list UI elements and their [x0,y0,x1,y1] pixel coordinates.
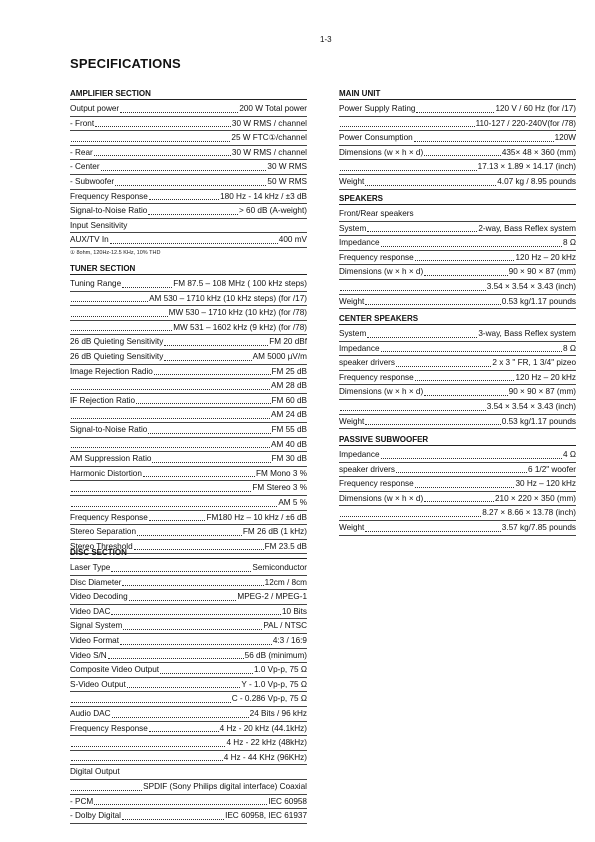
center-speakers-spec-list [339,327,576,429]
dot-leader [127,687,241,688]
dot-leader [71,746,225,747]
spec-row [70,438,307,453]
spec-label: System [339,329,367,338]
spec-row [70,765,307,780]
spec-value: 1.0 Vp-p, 75 Ω [253,665,307,675]
disc-section [70,548,307,824]
spec-row [339,236,576,251]
spec-row [70,204,307,219]
spec-label: Dimensions (w × h × d) [339,147,424,157]
spec-row [70,496,307,511]
spec-row [339,521,576,536]
amplifier-section [70,89,307,258]
spec-value: AM 5000 µV/m [252,351,307,361]
dot-leader [122,819,224,820]
dot-leader [340,126,475,127]
spec-value: FM180 Hz – 10 kHz / ±6 dB [206,512,307,522]
dot-leader [396,366,491,367]
spec-value: > 60 dB (A-weight) [238,206,307,216]
spec-row [339,415,576,430]
spec-value: 4.07 kg / 8.95 pounds [497,176,576,186]
spec-row [339,207,576,222]
dot-leader [71,760,223,761]
spec-value: Semiconductor [252,563,307,572]
spec-row [70,663,307,678]
spec-value: 210 × 220 × 350 (mm) [494,493,576,503]
dot-leader [365,304,500,305]
dot-leader [149,520,206,521]
dot-leader [108,658,244,659]
dot-leader [365,424,500,425]
amplifier-footnote: ① 8ohm, 120Hz-12.5 KHz, 10% THD [70,249,161,256]
spec-row [70,707,307,722]
spec-label: Video Decoding [70,592,128,602]
spec-value: MPEG-2 / MPEG-1 [237,592,307,602]
spec-label: Impedance [339,343,380,353]
spec-value: 120 Hz – 20 kHz [515,252,576,262]
spec-value: FM 23.5 dB [264,541,307,551]
dot-leader [71,447,270,448]
dot-leader [71,316,168,317]
spec-value: 8 Ω [563,238,576,248]
spec-row [70,350,307,365]
spec-row [70,481,307,496]
dot-leader [101,170,267,171]
dot-leader [416,112,494,113]
spec-row [70,277,307,292]
spec-label: - PCM [70,796,94,806]
spec-value: FM 30 dB [271,454,307,464]
spec-label: Frequency response [339,372,414,382]
spec-value: FM 26 dB (1 kHz) [242,527,307,537]
spec-label: Dimensions (w × h × d) [339,267,424,277]
spec-label: Frequency Response [70,512,148,522]
spec-label: System [339,223,367,233]
spec-value: 120 V / 60 Hz (for /17) [495,104,576,113]
spec-value: 110-127 / 220-240V(for /78) [475,118,576,128]
spec-row [70,102,307,117]
tuner-spec-list [70,277,307,554]
dot-leader [143,476,255,477]
spec-label: AM Suppression Ratio [70,454,152,464]
spec-value: 56 dB (minimum) [244,650,307,660]
spec-label: Weight [339,176,365,186]
spec-value: 4 Ω [563,450,576,459]
spec-value: 50 W RMS [267,176,307,186]
dot-leader [365,185,496,186]
page-title: SPECIFICATIONS [70,56,181,71]
spec-label: Frequency response [339,252,414,262]
main-unit-section [339,89,576,190]
spec-row [70,452,307,467]
spec-label: Input Sensitivity [70,220,128,230]
spec-row [70,525,307,540]
dot-leader [71,506,277,507]
amplifier-spec-list [70,102,307,248]
spec-label: Image Rejection Radio [70,366,153,376]
dot-leader [136,403,270,404]
spec-row [339,371,576,386]
spec-value: 30 W RMS / channel [231,118,307,128]
spec-value: IEC 60958, IEC 61937 [225,811,307,821]
spec-row [339,327,576,342]
spec-row [70,576,307,591]
dot-leader [424,501,494,502]
spec-row [70,736,307,751]
spec-value: 30 W RMS / channel [231,147,307,157]
spec-value: 3.54 × 3.54 × 3.43 (inch) [486,401,576,411]
dot-leader [164,360,251,361]
dot-leader [71,790,142,791]
spec-row [339,400,576,415]
spec-row [70,131,307,146]
spec-row [70,146,307,161]
spec-value: 8.27 × 8.66 × 13.78 (inch) [482,508,576,518]
spec-value: AM 28 dB [271,381,307,391]
dot-leader [365,531,500,532]
spec-value: C - 0.286 Vp-p, 75 Ω [231,694,307,704]
spec-value: FM Mono 3 % [256,468,307,478]
spec-row [339,280,576,295]
dot-leader [115,185,266,186]
spec-value: 8 Ω [563,343,576,353]
spec-row [70,634,307,649]
speakers-section-title: SPEAKERS [339,194,576,205]
spec-value: 0.53 kg/1.17 pounds [501,416,576,426]
spec-row [70,292,307,307]
dot-leader [71,491,251,492]
spec-label: Weight [339,522,365,532]
spec-label: Output power [70,104,120,113]
spec-label: Digital Output [70,767,120,777]
speakers-spec-list [339,207,576,309]
spec-label: - Rear [70,147,93,157]
dot-leader [94,804,267,805]
spec-value: AM 24 dB [271,410,307,420]
dot-leader [154,374,271,375]
spec-row [70,780,307,795]
dot-leader [149,199,219,200]
spec-value: 90 × 90 × 87 (mm) [508,387,576,397]
spec-row [339,222,576,237]
spec-value: 90 × 90 × 87 (mm) [508,267,576,277]
spec-label: Dimensions (w × h × d) [339,493,424,503]
spec-value: 4 Hz - 44 KHz (96KHz) [223,752,307,762]
spec-label: Frequency response [339,479,414,489]
spec-label: Tuning Range [70,279,122,288]
dot-leader [123,629,262,630]
spec-label: speaker drivers [339,358,395,368]
spec-row [70,379,307,394]
spec-value: SPDIF (Sony Philips digital interface) Coaxial [143,781,307,791]
dot-leader [112,717,249,718]
spec-value: FM Stereo 3 % [252,483,307,493]
spec-value: 120 Hz – 20 kHz [515,372,576,382]
center-speakers-section-title: CENTER SPEAKERS [339,314,576,325]
dot-leader [381,246,563,247]
disc-spec-list [70,561,307,824]
spec-label: - Subwoofer [70,176,115,186]
spec-label: 26 dB Quieting Sensitivity [70,337,164,347]
spec-label: AUX/TV In [70,235,109,245]
dot-leader [71,702,231,703]
main-unit-section-title: MAIN UNIT [339,89,576,100]
spec-label: Harmonic Distortion [70,468,142,478]
spec-row [70,219,307,234]
spec-label: Composite Video Output [70,665,160,675]
dot-leader [129,600,237,601]
spec-label: Video Format [70,635,119,645]
tuner-section [70,264,307,554]
spec-row [70,605,307,620]
spec-label: Impedance [339,238,380,248]
spec-label: Power Supply Rating [339,104,416,113]
dot-leader [381,351,563,352]
spec-label: Frequency Response [70,723,148,733]
spec-label: Signal System [70,621,123,631]
spec-row [70,190,307,205]
spec-value: AM 530 – 1710 kHz (10 kHz steps) (for /17) [149,293,307,303]
spec-row [70,335,307,350]
dot-leader [414,141,554,142]
passive-subwoofer-section-title: PASSIVE SUBWOOFER [339,435,576,446]
spec-value: 400 mV [278,235,307,245]
spec-value: 4 Hz - 22 kHz (48kHz) [226,738,307,748]
dot-leader [340,170,477,171]
spec-label: Signal-to-Noise Ratio [70,206,148,216]
spec-value: 3-way, Bass Reflex system [478,329,576,338]
spec-value: FM 55 dB [271,424,307,434]
dot-leader [367,337,477,338]
dot-leader [71,330,172,331]
spec-label: 26 dB Quieting Sensitivity [70,351,164,361]
spec-row [70,394,307,409]
spec-value: MW 530 – 1710 kHz (10 kHz) (for /78) [168,308,307,318]
spec-row [339,175,576,190]
spec-row [70,117,307,132]
dot-leader [367,231,477,232]
spec-row [70,590,307,605]
spec-label: Video DAC [70,606,111,616]
spec-value: 17.13 × 1.89 × 14.17 (inch) [477,162,576,172]
dot-leader [120,644,272,645]
spec-label: - Center [70,162,100,172]
spec-value: FM 25 dB [271,366,307,376]
spec-value: 120W [554,133,576,143]
passive-subwoofer-spec-list [339,448,576,536]
dot-leader [381,458,563,459]
spec-value: 0.53 kg/1.17 pounds [501,296,576,306]
spec-row [339,448,576,463]
dot-leader [149,731,219,732]
spec-value: 4 Hz - 20 kHz (44.1kHz) [219,723,307,733]
spec-value: IEC 60958 [268,796,307,806]
spec-row [339,492,576,507]
spec-row [339,477,576,492]
spec-label: Dimensions (w × h × d) [339,387,424,397]
dot-leader [415,380,515,381]
spec-row [70,561,307,576]
spec-row [70,467,307,482]
spec-row [339,506,576,521]
dot-leader [340,410,486,411]
spec-row [339,131,576,146]
spec-row [70,408,307,423]
spec-row [70,365,307,380]
spec-label: Disc Diameter [70,577,122,587]
spec-label: Weight [339,296,365,306]
dot-leader [340,290,486,291]
spec-value: 2 x 3 " FR, 1 3/4" pizeo [492,358,576,368]
spec-label: Stereo Threshold [70,541,133,551]
spec-row [70,678,307,693]
dot-leader [71,418,270,419]
dot-leader [95,126,231,127]
spec-value: 3.57 kg/7.85 pounds [501,522,576,532]
spec-label: - Dolby Digital [70,811,121,821]
spec-value: AM 5 % [278,497,307,507]
spec-value: Y - 1.0 Vp-p, 75 Ω [241,679,307,689]
dot-leader [120,112,238,113]
spec-label: Stereo Separation [70,527,136,537]
spec-row [70,423,307,438]
spec-value: 3.54 × 3.54 × 3.43 (inch) [486,281,576,291]
spec-row [70,692,307,707]
spec-label: - Front [70,118,95,128]
dot-leader [424,275,507,276]
spec-label: Laser Type [70,563,111,572]
dot-leader [111,571,251,572]
spec-row [70,175,307,190]
spec-row [70,751,307,766]
spec-label: Weight [339,416,365,426]
dot-leader [122,287,172,288]
dot-leader [148,214,238,215]
spec-row [339,385,576,400]
dot-leader [424,395,507,396]
spec-row [70,619,307,634]
spec-row [339,463,576,478]
spec-label: Audio DAC [70,708,111,718]
spec-row [70,233,307,248]
spec-row [70,511,307,526]
spec-label: S-Video Output [70,679,126,689]
spec-label: IF Rejection Ratio [70,395,136,405]
spec-row [70,649,307,664]
spec-row [339,251,576,266]
spec-label: Impedance [339,450,380,459]
spec-value: FM 87.5 – 108 MHz ( 100 kHz steps) [173,279,307,288]
spec-value: 10 Bits [281,606,307,616]
dot-leader [94,155,231,156]
dot-leader [396,472,527,473]
dot-leader [71,301,148,302]
tuner-section-title: TUNER SECTION [70,264,307,275]
spec-value: 30 Hz – 120 kHz [515,479,576,489]
dot-leader [160,673,253,674]
spec-row [70,722,307,737]
passive-subwoofer-section [339,435,576,536]
amplifier-section-title: AMPLIFIER SECTION [70,89,307,100]
spec-label: Front/Rear speakers [339,209,414,218]
spec-value: 30 W RMS [267,162,307,172]
dot-leader [415,487,515,488]
spec-value: 24 Bits / 96 kHz [249,708,307,718]
page-number: 1-3 [320,35,332,44]
spec-value: FM 20 dBf [269,337,307,347]
speakers-section [339,194,576,309]
spec-row [339,117,576,132]
spec-value: AM 40 dB [271,439,307,449]
spec-value: 12cm / 8cm [264,577,307,587]
spec-row [339,295,576,310]
dot-leader [415,260,515,261]
spec-label: speaker drivers [339,464,395,474]
spec-value: MW 531 – 1602 kHz (9 kHz) (for /78) [173,322,307,332]
spec-row [70,795,307,810]
spec-row [70,306,307,321]
spec-row [339,146,576,161]
spec-label: Video S/N [70,650,107,660]
spec-row [70,321,307,336]
dot-leader [71,389,270,390]
dot-leader [71,141,230,142]
main-unit-spec-list [339,102,576,190]
spec-value: 2-way, Bass Reflex system [478,223,576,233]
spec-row [70,809,307,824]
spec-label: Power Consumption [339,133,413,143]
center-speakers-section [339,314,576,429]
dot-leader [340,516,481,517]
spec-label: Frequency Response [70,191,148,201]
spec-value: 4:3 / 16:9 [272,635,307,645]
spec-value: 180 Hz - 14 kHz / ±3 dB [220,191,307,201]
spec-value: 6 1/2" woofer [528,464,576,474]
spec-value: PAL / NTSC [263,621,307,631]
spec-row [339,356,576,371]
spec-label: Signal-to-Noise Ratio [70,424,148,434]
spec-row [339,342,576,357]
spec-value: FM 60 dB [271,395,307,405]
dot-leader [122,585,263,586]
disc-section-title: DISC SECTION [70,548,307,559]
spec-row [339,160,576,175]
dot-leader [424,155,501,156]
dot-leader [164,345,268,346]
spec-row [339,265,576,280]
dot-leader [111,614,281,615]
dot-leader [148,433,270,434]
dot-leader [152,462,270,463]
dot-leader [110,243,278,244]
dot-leader [137,535,242,536]
spec-row [70,160,307,175]
spec-value: 200 W Total power [239,104,307,113]
spec-row [339,102,576,117]
spec-value: 25 W FTC①/channel [231,133,307,143]
spec-value: 435× 48 × 360 (mm) [501,147,576,157]
